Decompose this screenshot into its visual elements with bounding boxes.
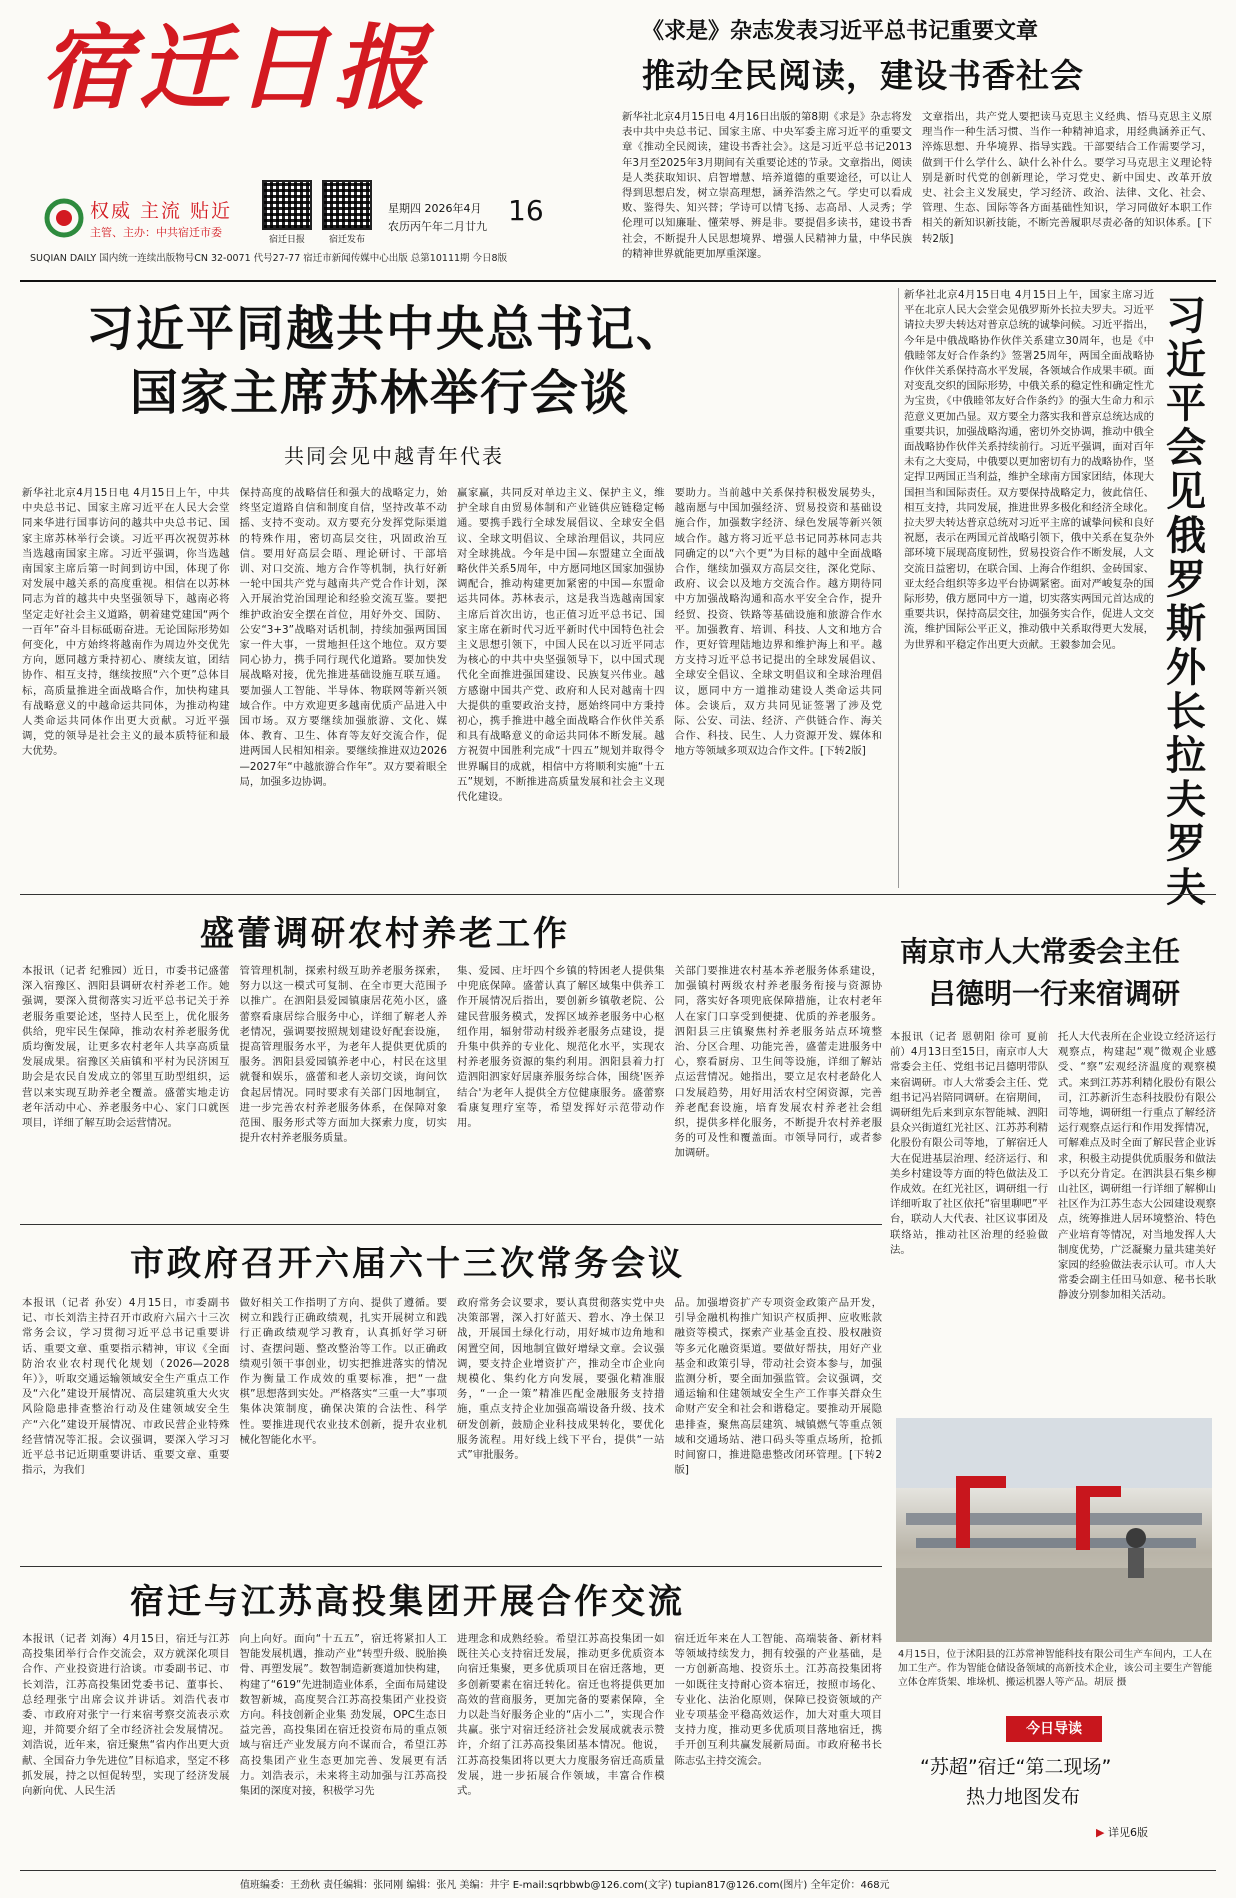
jiangsu-title: 宿迁与江苏高投集团开展合作交流 <box>130 1582 685 1622</box>
municipal-col-3: 政府常务会议要求，要认真贯彻落实党中央决策部署，深入打好蓝天、碧水、净土保卫战，开展国土绿化行动，用好城市边角地和闲置空间，因地制宜做好增绿文章。会议强调，要支持企业增资扩产，推动全市企业向规模化、集约化方向发展，要强化精准服务，“一企一策”精准匹配金融服务支持措施，重点支持企业加强高端设备升级、技术研发创新，鼓励企业科技成果转化，要优化服务流程。用好线上线下平台，提供“一站式”审批服务。 <box>457 1297 665 1462</box>
qr-code-2 <box>322 180 372 230</box>
factory-photo <box>896 1418 1212 1642</box>
shenglei-title: 盛蕾调研农村养老工作 <box>200 914 570 954</box>
qiushi-col-1: 新华社北京4月15日电 4月16日出版的第8期《求是》杂志将发表中共中央总书记、国家主席、中央军委主席习近平的重要文章《推动全民阅读，建设书香社会》。这是习近平总书记2013年3月至2025年3月期间有关重要论述的节录。文章指出，阅读是人类获取知识、启智增慧、培养道德的重要途径，可以让人得到思想启发，树立崇高理想，涵养浩然之气。学史可以看成败、鉴得失、知兴替；学诗可以情飞扬、志高昂、人灵秀；学伦理可以知廉耻、懂荣辱、辨是非。要提倡多读书，建设书香社会，不断提升人民思想境界、增强人民精神力量，中华民族的精神世界就能更加厚重深邃。 <box>622 111 912 260</box>
section-rule-1 <box>20 894 1216 895</box>
slogan-emblem-icon <box>44 198 84 238</box>
jiangsu-col-3: 进理念和成熟经验。希望江苏高投集团一如既往关心支持宿迁发展，推动更多优质资本向宿迁集聚，更多优质项目在宿迁落地，更多创新要素在宿迁转化。宿迁也将提供更加高效的营商服务，更加完备的要素保障，全力以赴当好服务企业的“店小二”，实现合作共赢。张宁对宿迁经济社会发展成就表示赞许，介绍了江苏高投集团基本情况。他说，江苏高投集团将以更大力度服务宿迁高质量发展，进一步拓展合作领域，丰富合作模式。 <box>457 1633 665 1798</box>
shenglei-col-2: 管管理机制，探索村级互助养老服务探索，努力以这一模式可复制、在全市更大范围予以推广。在泗阳县爱园镇康居花苑小区，盛蕾察看康居综合服务中心，详细了解老人养老情况，强调要按照规划建设好配套设施，提高管理服务水平，为老年人提供更优质的服务。泗阳县爱园镇养老中心，村民在这里就餐和娱乐，盛蕾和老人亲切交谈，询问饮食起居情况。同时要求有关部门因地制宜，进一步完善农村养老服务体系，在保障对象范围、服务形式等方面加大探索力度，切实提升农村养老服务质量。 <box>239 965 447 1145</box>
municipal-col-1: 本报讯（记者 孙安）4月15日，市委副书记、市长刘浩主持召开市政府六届六十三次常务会议，学习贯彻习近平总书记重要讲话、重要文章、重要指示精神，审议《全面防治农业农村现代化规划（2026—2028年）》，听取交通运输领域安全生产重点工作及“六化”建设开展情况、高层建筑重大火灾风险隐患排查整治行动及住建领域安全生产“六化”建设开展情况、市政民营企业特殊经营情况等汇报。会议强调，要深入学习习近平总书记近期重要讲话、重要文章、重要指示，为我们 <box>22 1297 230 1477</box>
today-more-label: 详见6版 <box>1107 1826 1148 1839</box>
info-bar: SUQIAN DAILY 国内统一连续出版物号CN 32-0071 代号27-77 宿迁市新闻传媒中心出版 总第10111期 今日8版 <box>30 253 508 264</box>
arrow-right-icon: ▶ <box>1096 1826 1105 1839</box>
section-rule-3 <box>20 1566 882 1567</box>
lead-body <box>22 486 882 888</box>
lead-col-2: 保持高度的战略信任和强大的战略定力，始终坚定道路自信和制度自信，坚持改革不动摇、支持不变动。双方要充分发挥党际渠道的特殊作用，密切高层交往，巩固政治互信。要用好高层会晤、理论研讨、干部培训、对口交流、地方合作等机制，执行好新一轮中国共产党与越南共产党合作计划，深入开展治党治国理论和经验交流互鉴。要把维护政治安全摆在首位，用好外交、国防、公安“3+3”战略对话机制，持续加强两国国家一件大事，一贯地担任这个地位。双方要同心协力，携手同行现代化道路。要加快发展战略对接，优先推进基础设施互联互通。要加强人工智能、半导体、物联网等新兴领域合作。中方欢迎更多越南优质产品进入中国市场。双方要继续加强旅游、文化、媒体、教育、卫生、体育等友好交流合作，促进两国人民相知相亲。要继续推进双边2026—2027年“中越旅游合作年”。双方要着眼全局，加强多边协调。 <box>239 487 447 788</box>
section-rule-2 <box>20 1224 882 1225</box>
factory-photo-illustration <box>896 1418 1212 1642</box>
lead-title-line-2: 国家主席苏林举行会谈 <box>130 365 631 421</box>
russia-title: 习近平会见俄罗斯外长拉夫罗夫 <box>1166 292 1206 911</box>
municipal-col-2: 做好相关工作指明了方向、提供了遵循。要树立和践行正确政绩观，扎实开展树立和践行正确政绩观学习教育，认真抓好学习研讨、查摆问题、整改整治等工作。以正确政绩观引领干事创业，切实把推进落实的情况作为衡量工作成效的重要标准，把“一盘棋”思想落到实处。严格落实“三重一大”事项集体决策制度，确保决策的合法性、科学性。要推进现代农业技术创新，提升农业机械化智能化水平。 <box>239 1297 447 1446</box>
nanjing-col-1: 本报讯（记者 恩朝阳 徐可 夏前前）4月13日至15日，南京市人大常委会主任、党组书记吕德明带队来宿调研。市人大常委会主任、党组书记冯岩陪同调研。在宿期间，调研组先后来到京东智能城、泗阳县众兴街道红光社区、江苏苏利精化股份有限公司等地，了解宿迁人大在促进基层治理、经济运行、和美乡村建设等方面的特色做法及工作成效。在红光社区，调研组一行详细听取了社区依托“宿里聊吧”平台，联动人大代表、社区议事团及联络站，推动社区治理的经验做法。 <box>890 1031 1048 1256</box>
russia-body: 新华社北京4月15日电 4月15日上午，国家主席习近平在北京人民大会堂会见俄罗斯外长拉夫罗夫。习近平请拉夫罗夫转达对普京总统的诚挚问候。习近平指出，今年是中俄战略协作伙伴关系建立30周年，也是《中俄睦邻友好合作条约》签署25周年，两国全面战略协作伙伴关系保持高水平发展，各领域合作成果丰硕。面对变乱交织的国际形势，中俄关系的稳定性和确定性尤为宝贵，《中俄睦邻友好合作条约》的强大生命力和示范意义更加凸显。双方要全力落实我和普京总统达成的重要共识，加强战略沟通，密切外交协调，推动中俄全面战略协作伙伴关系持续前行。习近平强调，面对百年未有之大变局，中俄要以更加密切有力的战略协作，坚定捍卫两国正当利益，维护全球南方国家团结，体现大国担当和国际责任。双方要保持战略定力，彼此信任、相互支持，共同发展，推进世界多极化和经济全球化。拉夫罗夫转达普京总统对习近平主席的诚挚问候和良好祝愿，表示在两国元首战略引领下，俄中关系在复杂外部环境下展现高度韧性，贸易投资合作不断发展，人文交流日益密切，在联合国、上海合作组织、金砖国家、亚太经合组织等多边平台协调紧密。面对严峻复杂的国际形势，俄方愿同中方一道，切实落实两国元首达成的重要共识，保持高层交往，加强务实合作，促进人文交流，维护国际公平正义，推动俄中关系取得更大发展，为世界和平稳定作出更大贡献。王毅参加会见。 <box>904 289 1154 651</box>
date-line-2: 农历丙午年二月廿九 <box>388 220 487 233</box>
qiushi-title: 推动全民阅读，建设书香社会 <box>642 56 1084 95</box>
slogan: 权威 主流 贴近 <box>90 200 233 222</box>
lead-col-1: 新华社北京4月15日电 4月15日上午，中共中央总书记、国家主席习近平在人民大会堂同来华进行国事访问的越共中央总书记、国家主席苏林举行会谈。习近平再次祝贺苏林当选越南国家主席。习近平强调，你当选越南国家主席后第一时间到访中国，体现了你对发展中越关系的高度重视。相信在以苏林同志为首的越共中央坚强领导下，越南必将坚定走好社会主义道路，朝着建党建国“两个一百年”奋斗目标砥砺奋进。无论国际形势如何变化，中方始终将越南作为周边外交优先方向，愿同越方秉持初心、赓续友谊，团结协作、相互支持，继续按照“六个更”总体目标，高质量推进全面战略合作，加快构建具有战略意义的中越命运共同体，为推动构建人类命运共同体作出更大贡献。习近平强调，党的领导是社会主义的最本质特征和最大优势。 <box>22 487 230 758</box>
municipal-body <box>22 1296 882 1554</box>
municipal-col-4: 品。加强增资扩产专项资金政策产品开发，引导金融机构推广知识产权质押、应收账款融资等模式，探索产业基金直投、股权融资等多元化融资渠道。要做好帮扶，用好产业基金和政策引导，带动社会资本参与，加强监测分析，要全面加强监管。会议强调，交通运输和住建领域安全生产工作事关群众生命财产安全和社会和谐稳定。要推动开展隐患排查，聚焦高层建筑、城镇燃气等重点领域和交通场站、港口码头等重点场所，抢抓时间窗口，推进隐患整改闭环管理。[下转2版] <box>674 1297 882 1477</box>
date-line-1: 星期四 2026年4月 <box>388 202 482 215</box>
column-divider <box>898 288 899 888</box>
lead-col-4: 要助力。当前越中关系保持积极发展势头，越南愿与中国加强经济、贸易投资和基础设施合作，加强数字经济、绿色发展等新兴领域合作。越方将习近平总书记同苏林同志共同确定的以“六个更”为目标的越中全面战略合作，继续加强双方高层交往，深化党际、政府、议会以及地方交流合作。越方期待同中方加强战略沟通和高水平安全合作，提升经贸、投资、铁路等基础设施和旅游合作水平。加强教育、培训、科技、人文和地方合作，更好管理陆地边界和维护海上和平。越方支持习近平总书记提出的全球发展倡议、全球安全倡议、全球文明倡议和全球治理倡议，愿同中方一道推动建设人类命运共同体。会谈后，双方共同见证签署了涉及党际、公安、司法、经济、产供链合作、海关合作、科技、民生、人力资源开发、媒体和地方等领域多项双边合作文件。[下转2版] <box>674 487 882 758</box>
sponsor: 主管、主办：中共宿迁市委 <box>90 226 222 239</box>
lead-col-3: 赢家赢，共同反对单边主义、保护主义，维护全球自由贸易体制和产业链供应链稳定畅通。要携手践行全球发展倡议、全球安全倡议、全球文明倡议、全球治理倡议，共同应对全球挑战。今年是中国—东盟建立全面战略伙伴关系5周年，中方愿同地区国家加强协调配合，推动构建更加紧密的中国—东盟命运共同体。苏林表示，这是我当选越南国家主席后首次出访，也正值习近平总书记、国家主席在新时代习近平新时代中国特色社会主义思想引领下，中国人民在以习近平同志为核心的中共中央坚强领导下，以中国式现代化全面推进强国建设、民族复兴伟业。越方感谢中国共产党、政府和人民对越南十四大提供的重要政治支持，愿始终同中方秉持初心，携手推进中越全面战略合作伙伴关系和具有战略意义的命运共同体不断发展。越方祝贺中国胜利完成“十四五”规划并取得令世界瞩目的成就，相信中方将顺利实施“十五五”规划，不断推进高质量发展和社会主义现代化建设。 <box>457 487 665 804</box>
today-more-link[interactable] <box>1096 1824 1148 1840</box>
qr-code-1 <box>262 180 312 230</box>
shenglei-body <box>22 964 882 1214</box>
jiangsu-col-1: 本报讯（记者 刘海）4月15日，宿迁与江苏高投集团举行合作交流会，双方就深化项目合作、产业投资进行洽谈。市委副书记、市长刘浩，江苏高投集团党委书记、董事长、总经理张宁出席会议并讲话。刘浩代表市委、市政府对张宁一行来宿考察交流表示欢迎，并简要介绍了全市经济社会发展情况。刘浩说，近年来，宿迁聚焦“省内作出更大贡献、全国奋力争先进位”目标追求，坚定不移抓发展，持之以恒促转型，实现了经济发展向新向优、人民生活 <box>22 1633 230 1798</box>
today-tag: 今日导读 <box>1006 1716 1102 1742</box>
masthead-rule <box>20 280 1216 282</box>
today-title-line-2: 热力地图发布 <box>966 1786 1081 1808</box>
qiushi-kicker: 《求是》杂志发表习近平总书记重要文章 <box>642 18 1039 44</box>
jiangsu-col-4: 宿迁近年来在人工智能、高端装备、新材料等领域持续发力，拥有较强的产业基础，是一方创新高地、投资乐土。江苏高投集团将一如既往支持耐心资本宿迁，按照市场化、专业化、法治化原则，保障已投资领域的产业专项基金平稳高效运作，加大对重大项目支持力度，推动更多优质项目落地宿迁，携手开创互利共赢发展新局面。市政府秘书长陈志弘主持交流会。 <box>674 1633 882 1767</box>
day-number: 16 <box>508 194 544 227</box>
newspaper-logo: 宿迁日报 <box>40 14 433 122</box>
jiangsu-body <box>22 1632 882 1864</box>
qiushi-body <box>622 110 1212 272</box>
footer: 值班编委：王劲秋 责任编辑：张同刚 编辑：张凡 美编：井宇 E-mail:sqrbbwb@126.com(文字) tupian817@126.com(图片) 全年定价：468元 <box>240 1880 890 1891</box>
municipal-title: 市政府召开六届六十三次常务会议 <box>130 1244 685 1284</box>
russia-article <box>904 288 1216 911</box>
today-title-line-1: “苏超”宿迁“第二现场” <box>920 1756 1112 1778</box>
shenglei-col-1: 本报讯（记者 纪雅园）近日，市委书记盛蕾深入宿豫区、泗阳县调研农村养老工作。她强调，要深入贯彻落实习近平总书记关于养老服务重要论述，坚持人民至上，优化服务供给，兜牢民生保障，推动农村养老服务优质均衡发展，让更多农村老年人共享高质量发展成果。宿豫区关庙镇和平村为民济困互助会是农民自发成立的邻里互助型组织，运营以来实现互助养老全覆盖。盛蕾实地走访老年活动中心、养老服务中心、家门口就医项目，详细了解互助会运营情况。 <box>22 965 230 1130</box>
today-preview[interactable] <box>896 1716 1212 1866</box>
qiushi-col-2: 文章指出，共产党人要把读马克思主义经典、悟马克思主义原理当作一种生活习惯、当作一种精神追求，用经典涵养正气、淬炼思想、升华境界、指导实践。干部要结合工作需要学习，做到干什么学什么、缺什么补什么。要学习马克思主义理论特别是新时代党的创新理论，学习党史、新中国史、改革开放史、社会主义发展史，学习经济、政治、法律、文化、社会、管理、生态、国际等各方面基础性知识，学习同做好本职工作相关的新知识新技能，不断完善履职尽责必备的知识体系。[下转2版] <box>922 111 1212 245</box>
lead-title-line-1: 习近平同越共中央总书记、 <box>86 301 687 357</box>
qr-label-1: 宿迁日报 <box>268 235 305 245</box>
nanjing-article <box>890 930 1216 1410</box>
shenglei-article <box>22 900 882 1220</box>
photo-caption: 4月15日，位于沭阳县的江苏常神智能科技有限公司生产车间内，工人在加工生产。作为智能仓储设备领域的高新技术企业，该公司主要生产智能立体仓库货架、堆垛机、搬运机器人等产品。胡辰 摄 <box>898 1649 1212 1688</box>
lead-subtitle: 共同会见中越青年代表 <box>284 444 504 468</box>
jiangsu-col-2: 向上向好。面向“十五五”，宿迁将紧扣人工智能发展机遇，推动产业“转型升级、脱胎换骨、再塑发展”。数智制造新赛道加快构建，构建了“619”先进制造业体系，全面布局建设数智新城，高度契合江苏高投集团产业投资方向。科技创新企业集 劲发展，OPC生态日益完善，高投集团在宿迁投资布局的重点领域与宿迁产业发展方向不谋而合，希望江苏高投集团产业生态更加完善、发展更有活力。刘浩表示，未来将主动加强与江苏高投集团的深度对接，积极学习先 <box>239 1633 447 1798</box>
qiushi-article <box>622 14 1212 276</box>
nanjing-col-2: 托人大代表所在企业设立经济运行观察点，构建起“观”微观企业感受、“察”宏观经济温度的观察模式。来到江苏苏利精化股份有限公司，江苏新沂生态科技股份有限公司等地，调研组一行重点了解经济运行观察点运行和作用发挥情况，可解难点及时全面了解民营企业诉求，积极主动提供优质服务和做法予以充分肯定。在泗洪县石集乡柳山社区，调研组一行详细了解柳山社区作为江苏生态大公园建设观察点，统筹推进人居环境整治、特色产业培育等情况，对当地发挥人大制度优势，广泛凝聚力量共建美好家园的经验做法表示认可。市人大常委会副主任田马如意、秘书长耿静波分别参加相关活动。 <box>1058 1031 1216 1302</box>
jiangsu-article <box>22 1572 882 1866</box>
qr-label-2: 宿迁发布 <box>328 235 365 245</box>
lead-article <box>22 290 892 890</box>
nanjing-title-line-1: 南京市人大常委会主任 <box>900 935 1181 968</box>
nanjing-title-line-2: 吕德明一行来宿调研 <box>928 977 1181 1010</box>
shenglei-col-4: 关部门要推进农村基本养老服务体系建设，加强镇村两级农村养老服务衔接与资源协同，落实好各项兜底保障措施，让农村老年人在家门口享受到便捷、优质的养老服务。泗阳县三庄镇聚焦村养老服务站点环境整治、分区合理、功能完善，盛蕾走进服务中心，察看厨房、卫生间等设施，详细了解站点运营情况。她指出，要立足农村老龄化人口发展趋势，用好用活农村空闲资源，完善养老配套设施，培育发展农村养老社会组织，提供多样化服务，不断提升农村养老服务的可及性和覆盖面。市领导同行，或者参加调研。 <box>674 965 882 1160</box>
municipal-article <box>22 1230 882 1560</box>
nanjing-body <box>890 1030 1216 1400</box>
footer-rule <box>20 1870 1216 1871</box>
shenglei-col-3: 集、爱园、庄圩四个乡镇的特困老人提供集中兜底保障。盛蕾认真了解区域集中供养工作开展情况后指出，要创新乡镇敬老院、公建民营服务模式，发挥区域养老服务中心枢纽作用，辐射带动村级养老服务点建设，提升集中供养的专业化、规范化水平，实现农村养老服务资源的集约利用。泗阳县着力打造泗阳泗家好居康养服务综合体，围绕'医养结合'为老年人提供全方位健康服务。盛蕾察看康复理疗室等，希望发挥好示范带动作用。 <box>457 965 665 1130</box>
